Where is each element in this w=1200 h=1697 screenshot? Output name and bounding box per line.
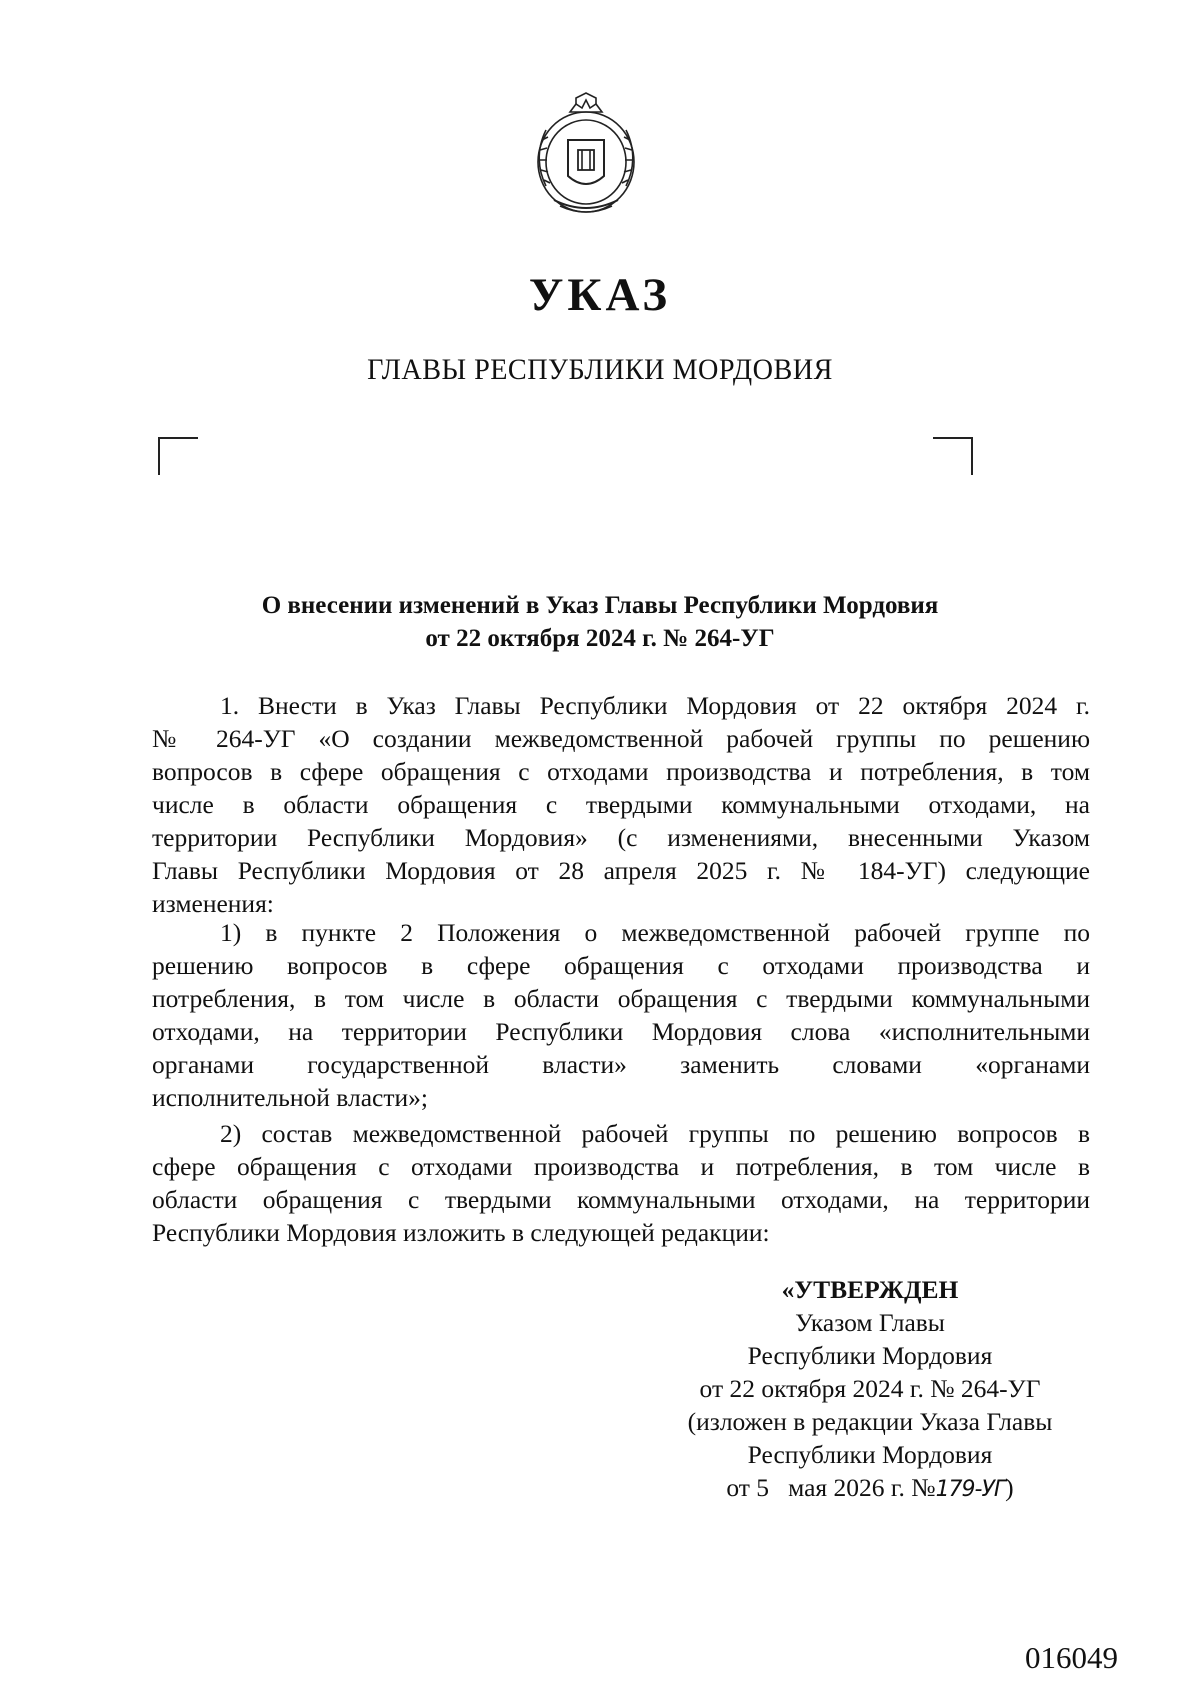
address-corner-mark-right xyxy=(933,437,973,475)
approval-line: Республики Мордовия xyxy=(747,1341,993,1370)
approval-date-prefix: от 5 мая 2026 г. № xyxy=(726,1473,936,1502)
paragraph-2 xyxy=(152,916,1090,1114)
address-corner-mark-left xyxy=(158,437,198,475)
text-line: числе в области обращения с твердыми коммунальными отходами, на xyxy=(152,790,1090,819)
text-line: вопросов в сфере обращения с отходами производства и потребления, в том xyxy=(152,757,1090,786)
text-line: изменения: xyxy=(152,889,274,918)
approval-line: Республики Мордовия xyxy=(747,1440,993,1469)
title-line: О внесении изменений в Указ Главы Республики Мордовия xyxy=(261,592,939,619)
text-line: отходами, на территории Республики Мордовия слова «исполнительными xyxy=(152,1017,1090,1046)
approval-close-paren: ) xyxy=(1005,1473,1014,1502)
text-line: органами государственной власти» заменить словами «органами xyxy=(152,1050,1090,1079)
text-line: 1) в пункте 2 Положения о межведомственной рабочей группе по xyxy=(220,918,1090,947)
text-line: территории Республики Мордовия» (с изменениями, внесенными Указом xyxy=(152,823,1090,852)
document-type-heading: УКАЗ xyxy=(528,269,672,321)
approval-line: от 22 октября 2024 г. № 264-УГ xyxy=(699,1374,1041,1403)
text-line: потребления, в том числе в области обращения с твердыми коммунальными xyxy=(152,984,1090,1013)
text-line: № 264-УГ «О создании межведомственной рабочей группы по решению xyxy=(152,724,1090,753)
text-line: 1. Внести в Указ Главы Республики Мордовия от 22 октября 2024 г. xyxy=(220,691,1090,720)
text-line: Главы Республики Мордовия от 28 апреля 2025 г. № 184-УГ) следующие xyxy=(152,856,1090,885)
approval-line: (изложен в редакции Указа Главы xyxy=(687,1407,1053,1436)
issuer-heading: ГЛАВЫ РЕСПУБЛИКИ МОРДОВИЯ xyxy=(367,353,833,386)
approval-heading: «УТВЕРЖДЕН xyxy=(781,1275,959,1304)
text-line: области обращения с твердыми коммунальными отходами, на территории xyxy=(152,1185,1090,1214)
text-line: Республики Мордовия изложить в следующей редакции: xyxy=(152,1218,770,1247)
title-line: от 22 октября 2024 г. № 264-УГ xyxy=(425,625,775,652)
handwritten-number: 179-УГ xyxy=(935,1477,1006,1502)
text-line: сфере обращения с отходами производства и потребления, в том числе в xyxy=(152,1152,1090,1181)
text-line: исполнительной власти»; xyxy=(152,1083,428,1112)
text-line: решению вопросов в сфере обращения с отходами производства и xyxy=(152,951,1090,980)
approval-date-line xyxy=(640,1471,1100,1506)
text-line: 2) состав межведомственной рабочей группы по решению вопросов в xyxy=(220,1119,1090,1148)
form-serial-number: 016049 xyxy=(1025,1640,1118,1675)
coat-of-arms-emblem xyxy=(524,90,648,222)
approval-line: Указом Главы xyxy=(795,1308,945,1337)
paragraph-3 xyxy=(152,1117,1090,1249)
paragraph-1 xyxy=(152,689,1090,920)
document-title xyxy=(150,589,1050,655)
approval-block xyxy=(640,1273,1100,1506)
